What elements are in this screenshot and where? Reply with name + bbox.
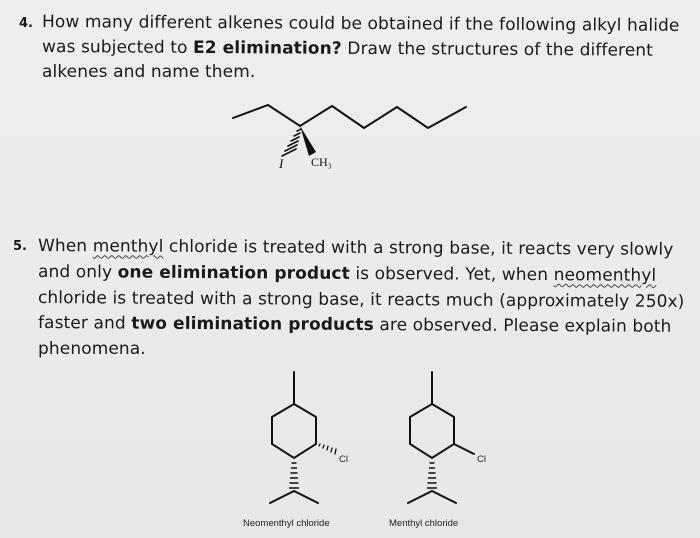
one-elimination-product-emphasis: one elimination product [117, 262, 350, 284]
hashed-bond-iodo [282, 129, 301, 156]
question-5-line-2: and only one elimination product is observed. Yet, when neomenthyl [37, 262, 657, 286]
hashed-bond-isopropyl [290, 463, 299, 488]
alkyl-halide-structure [233, 105, 466, 156]
neomenthyl-chloride-caption: Neomenthyl chloride [243, 518, 330, 529]
neomenthyl-chloride-structure [270, 372, 336, 503]
iodo-atom-label: I [279, 156, 284, 171]
cyclohexane-ring [410, 404, 454, 458]
question-4-line-2: was subjected to E2 elimination? Draw the structures of the different [41, 37, 654, 61]
chloro-bond [454, 444, 474, 454]
question-5-line-4: faster and two elimination products are observed. Please explain both [37, 313, 672, 337]
hashed-bond-chloro [319, 444, 336, 454]
two-elimination-products-emphasis: two elimination products [131, 313, 374, 336]
menthyl-chloride-caption: Menthyl chloride [389, 518, 459, 529]
question-5-line-3: chloride is treated with a strong base, it reacts much (approximately 250x) [37, 288, 685, 312]
neomenthyl-word: neomenthyl [553, 265, 657, 286]
question-5-number: 5. [13, 239, 27, 254]
menthyl-chloride-structure [408, 372, 474, 503]
question-4-line-3: alkenes and name them. [42, 62, 256, 82]
question-4-line-1: How many different alkenes could be obtained if the following alkyl halide [41, 12, 680, 36]
menthyl-word: menthyl [92, 236, 164, 257]
carbon-chain [233, 105, 466, 128]
e2-elimination-emphasis: E2 elimination? [192, 37, 342, 59]
question-4-number: 4. [19, 16, 33, 31]
hashed-bond-isopropyl [428, 463, 437, 488]
wedge-bond-methyl [300, 126, 316, 156]
isopropyl-group [270, 491, 318, 503]
methyl-atom-label: CH₃ [311, 155, 332, 169]
left-chlorine-label: Cl [339, 454, 348, 465]
cyclohexane-ring [272, 404, 316, 458]
isopropyl-group [408, 491, 456, 503]
question-5-line-5: phenomena. [38, 339, 146, 359]
right-chlorine-label: Cl [477, 454, 486, 465]
question-5-line-1: When menthyl chloride is treated with a strong base, it reacts very slowly [37, 236, 674, 260]
